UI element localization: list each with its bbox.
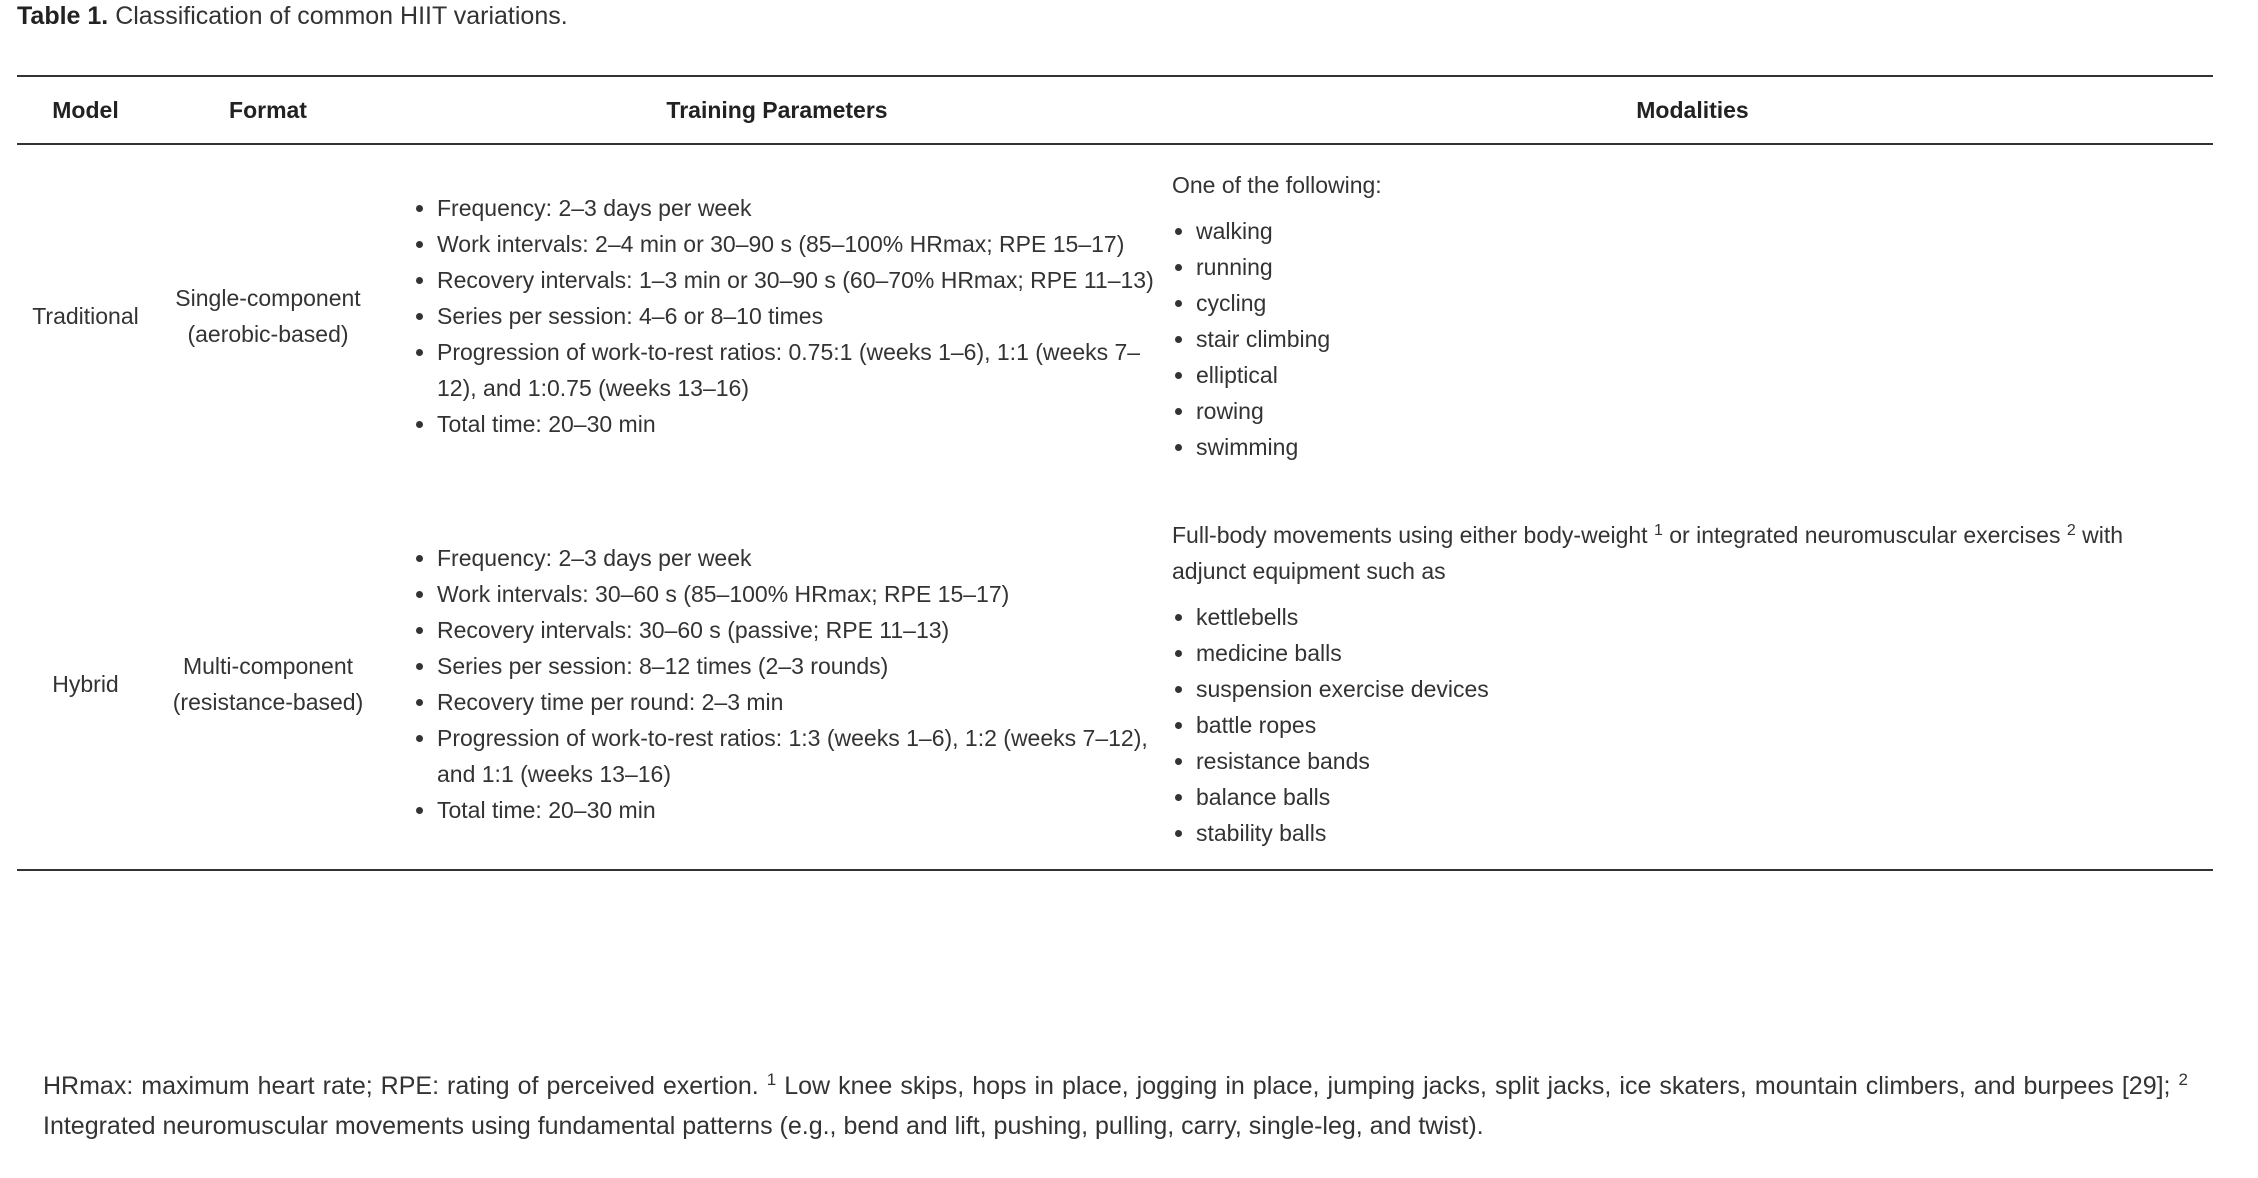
header-row (17, 77, 2213, 144)
cell-model: Traditional (32, 303, 139, 329)
list-item: • Series per session: 4–6 or 8–10 times (437, 298, 1154, 334)
list-item: • battle ropes (1196, 707, 2173, 743)
classification-table (17, 77, 2213, 869)
list-item: • stability balls (1196, 815, 2173, 851)
intro-text: Full-body movements using either body-weight (1172, 522, 1654, 548)
intro-text: with adjunct equipment such as (1172, 522, 2124, 584)
caption-label: Table 1. (17, 2, 109, 30)
cell-modalities (1172, 144, 2213, 495)
list-item: • Recovery time per round: 2–3 min (437, 684, 1154, 720)
table-row-traditional (17, 144, 2213, 495)
modalities-list (1172, 599, 2173, 851)
table-row-hybrid (17, 495, 2213, 869)
list-item: • balance balls (1196, 779, 2173, 815)
header-model: Model (17, 77, 154, 144)
list-item: • Frequency: 2–3 days per week (437, 190, 1154, 226)
list-item: • Total time: 20–30 min (437, 406, 1154, 442)
list-item: • medicine balls (1196, 635, 2173, 671)
list-item: • kettlebells (1196, 599, 2173, 635)
list-item: • Recovery intervals: 1–3 min or 30–90 s (60–70% HRmax; RPE 11–13) (437, 262, 1154, 298)
list-item: • cycling (1196, 285, 2173, 321)
parameters-list (382, 190, 1172, 442)
list-item: • stair climbing (1196, 321, 2173, 357)
header-modalities: Modalities (1172, 77, 2213, 144)
list-item: • Work intervals: 30–60 s (85–100% HRmax; RPE 15–17) (437, 576, 1154, 612)
list-item: • Total time: 20–30 min (437, 792, 1154, 828)
cell-modalities (1172, 495, 2213, 869)
header-format: Format (154, 77, 382, 144)
parameters-list (382, 540, 1172, 828)
footnote-text: HRmax: maximum heart rate; RPE: rating of perceived exertion. (43, 1072, 767, 1100)
caption-text: Classification of common HIIT variations. (115, 2, 568, 30)
cell-parameters (382, 144, 1172, 495)
footnote-text: Integrated neuromuscular movements using fundamental patterns (e.g., bend and lift, pushing, pulling, carry, single-leg, and twist). (43, 1112, 1484, 1140)
list-item: • Frequency: 2–3 days per week (437, 540, 1154, 576)
footnote-ref-1: 1 (1653, 522, 1663, 539)
cell-format (154, 144, 382, 495)
hiit-table (17, 75, 2213, 871)
cell-parameters (382, 495, 1172, 869)
modalities-intro (1172, 517, 2173, 589)
modalities-intro: One of the following: (1172, 172, 1382, 198)
list-item: • Series per session: 8–12 times (2–3 rounds) (437, 648, 1154, 684)
list-item: • rowing (1196, 393, 2173, 429)
footnote-text: Low knee skips, hops in place, jogging in place, jumping jacks, split jacks, ice skaters, mountain climbers, and burpees [29]; (776, 1072, 2179, 1100)
modalities-list (1172, 213, 2173, 465)
table-footnote (43, 1066, 2188, 1146)
footnote-ref-2: 2 (2066, 522, 2076, 539)
intro-text: or integrated neuromuscular exercises (1662, 522, 2067, 548)
list-item: • running (1196, 249, 2173, 285)
format-text: Multi-component (resistance-based) (172, 653, 364, 715)
format-text: Single-component (aerobic-based) (175, 285, 361, 347)
list-item: • resistance bands (1196, 743, 2173, 779)
cell-format (154, 495, 382, 869)
list-item: • suspension exercise devices (1196, 671, 2173, 707)
list-item: • walking (1196, 213, 2173, 249)
footnote-marker-1: 1 (766, 1070, 777, 1089)
list-item: • Recovery intervals: 30–60 s (passive; RPE 11–13) (437, 612, 1154, 648)
table-caption (17, 0, 568, 32)
list-item: • Progression of work-to-rest ratios: 0.75:1 (weeks 1–6), 1:1 (weeks 7–12), and 1:0.75 (weeks 13–16) (437, 334, 1154, 406)
footnote-marker-2: 2 (2178, 1070, 2188, 1089)
header-training-parameters: Training Parameters (382, 77, 1172, 144)
list-item: • Work intervals: 2–4 min or 30–90 s (85–100% HRmax; RPE 15–17) (437, 226, 1154, 262)
list-item: • swimming (1196, 429, 2173, 465)
list-item: • Progression of work-to-rest ratios: 1:3 (weeks 1–6), 1:2 (weeks 7–12), and 1:1 (weeks 13–16) (437, 720, 1154, 792)
cell-model: Hybrid (52, 671, 119, 697)
list-item: • elliptical (1196, 357, 2173, 393)
